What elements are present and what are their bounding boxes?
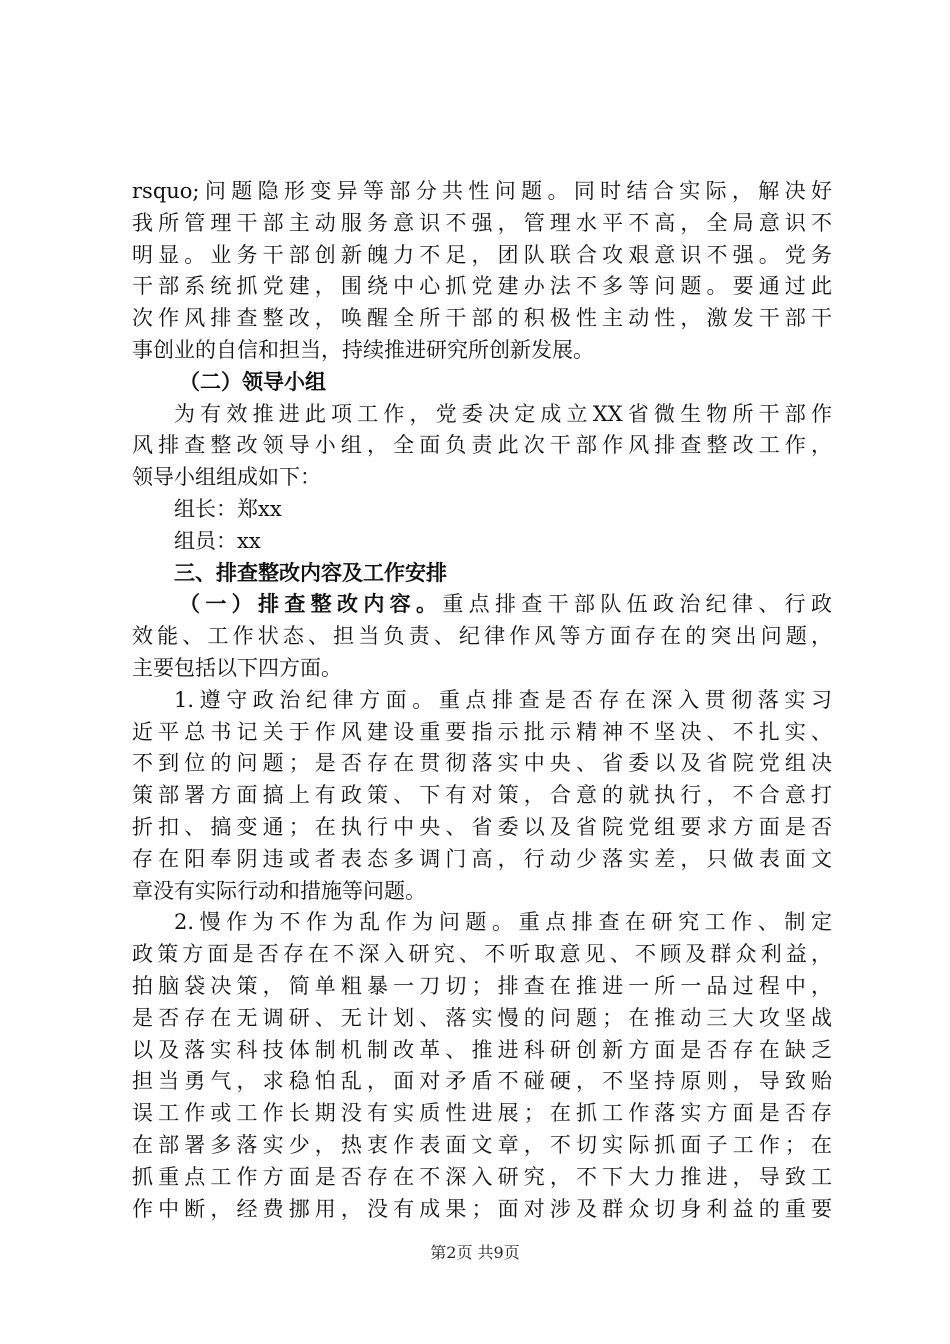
body-line: 我所管理干部主动服务意识不强，管理水平不高，全局意识不	[132, 210, 832, 235]
leader-line: 组长：郑xx	[174, 496, 282, 521]
body-line: 在部署多落实少，热衷作表面文章，不切实际抓面子工作；在	[132, 1132, 832, 1157]
body-line: 风排查整改领导小组，全面负责此次干部作风排查整改工作，	[132, 433, 832, 458]
body-line: 存在阳奉阴违或者表态多调门高，行动少落实差，只做表面文	[132, 846, 832, 871]
body-line: 领导小组组成如下：	[132, 465, 321, 490]
body-line: 政策方面是否存在不深入研究、不听取意见、不顾及群众利益，	[132, 942, 832, 967]
body-line: 折扣、搞变通；在执行中央、省委以及省院党组要求方面是否	[132, 814, 832, 839]
body-line: 干部系统抓党建，围绕中心抓党建办法不多等问题。要通过此	[132, 274, 832, 299]
body-line	[132, 589, 832, 621]
subheading-leaders: （二）领导小组	[179, 369, 326, 394]
body-line: 以及落实科技体制机制改革、推进科研创新方面是否存在缺乏	[132, 1037, 832, 1062]
body-line: 抓重点工作方面是否存在不深入研究，不下大力推进，导致工	[132, 1164, 832, 1189]
body-line: 拍脑袋决策，简单粗暴一刀切；排查在推进一所一品过程中，	[132, 973, 832, 998]
body-line: 章没有实际行动和措施等问题。	[132, 878, 426, 903]
body-line: 1.遵守政治纪律方面。重点排查是否存在深入贯彻落实习	[174, 687, 832, 712]
body-line: 2.慢作为不作为乱作为问题。重点排查在研究工作、制定	[174, 910, 832, 935]
document-body	[132, 176, 832, 1225]
section-heading: 三、排查整改内容及工作安排	[174, 560, 447, 585]
body-line: 效能、工作状态、担当负责、纪律作风等方面存在的突出问题，	[132, 624, 832, 649]
body-line: rsquo;问题隐形变异等部分共性问题。同时结合实际，解决好	[132, 179, 832, 203]
body-line: 作中断，经费挪用，没有成果；面对涉及群众切身利益的重要	[132, 1196, 832, 1221]
members-line: 组员：xx	[174, 528, 261, 553]
page-footer: 第2页 共9页	[430, 1243, 520, 1262]
body-line: 主要包括以下四方面。	[132, 655, 342, 680]
bold-lead: （一）排查整改内容。	[179, 592, 443, 617]
body-line: 为有效推进此项工作，党委决定成立XX省微生物所干部作	[174, 401, 832, 426]
body-line: 次作风排查整改，唤醒全所干部的积极性主动性，激发干部干	[132, 306, 832, 331]
body-text: 重点排查干部队伍政治纪律、行政	[442, 592, 833, 617]
body-line: 策部署方面搞上有政策、下有对策，合意的就执行，不合意打	[132, 783, 832, 808]
body-line: 明显。业务干部创新魄力不足，团队联合攻艰意识不强。党务	[132, 242, 832, 267]
body-line: 是否存在无调研、无计划、落实慢的问题；在推动三大攻坚战	[132, 1005, 832, 1030]
body-line: 不到位的问题；是否存在贯彻落实中央、省委以及省院党组决	[132, 751, 832, 776]
body-line: 担当勇气，求稳怕乱，面对矛盾不碰硬，不坚持原则，导致贻	[132, 1069, 832, 1094]
body-line: 事创业的自信和担当，持续推进研究所创新发展。	[132, 337, 594, 362]
body-line: 近平总书记关于作风建设重要指示批示精神不坚决、不扎实、	[132, 719, 832, 744]
body-line: 误工作或工作长期没有实质性进展；在抓工作落实方面是否存	[132, 1101, 832, 1126]
